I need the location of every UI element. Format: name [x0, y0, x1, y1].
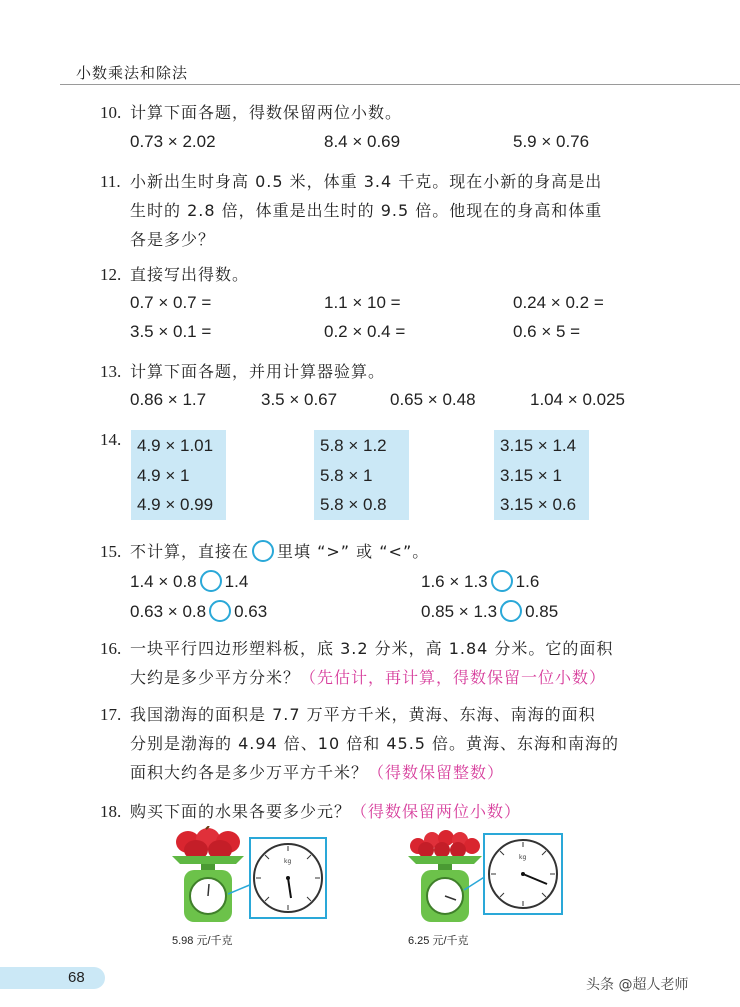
question-text: 大约是多少平方分米？ [130, 668, 301, 687]
question-14 [100, 425, 130, 454]
answer-circle[interactable] [209, 600, 231, 622]
question-text: 里填 “>” 或 “<”。 [277, 542, 430, 561]
dial-unit-label: kg [519, 854, 527, 861]
question-15 [100, 537, 429, 566]
expression: 5.9 × 0.76 [513, 132, 590, 151]
expression: 5.8 × 1 [320, 466, 373, 485]
expression: 1.04 × 0.025 [530, 390, 626, 409]
question-text: 小新出生时身高 0.5 米，体重 3.4 千克。现在小新的身高是出 [130, 172, 603, 191]
expression: 0.7 × 0.7 = [130, 293, 212, 312]
comparison [130, 600, 267, 622]
lychees-icon [410, 830, 480, 858]
expression: 3.5 × 0.1 = [130, 322, 212, 341]
expression: 3.15 × 1 [500, 466, 562, 485]
page-number-tab [0, 967, 105, 989]
expression: 3.5 × 0.67 [261, 390, 338, 409]
comparison [421, 600, 558, 622]
expression: 0.65 × 0.48 [390, 390, 476, 409]
question-text: 我国渤海的面积是 7.7 万平方千米，黄海、东海、南海的面积 [130, 705, 596, 724]
question-17 [100, 700, 619, 787]
expression: 4.9 × 1 [137, 466, 190, 485]
question-text: 直接写出得数。 [130, 265, 250, 284]
expression: 4.9 × 0.99 [137, 495, 214, 514]
answer-circle[interactable] [200, 570, 222, 592]
expression: 4.9 × 1.01 [137, 436, 214, 455]
lychee-scale-illustration [404, 826, 564, 926]
question-text: 分别是渤海的 4.94 倍、10 倍和 45.5 倍。黄海、东海和南海的 [130, 734, 620, 753]
question-text: 不计算，直接在 [130, 542, 250, 561]
question-number: 14. [100, 430, 122, 449]
expression: 1.1 × 10 = [324, 293, 401, 312]
chapter-title: 小数乘法和除法 [76, 64, 189, 82]
comparison-right: 0.85 [525, 602, 559, 621]
dial-unit-label: kg [284, 858, 292, 865]
question-number: 12. [100, 265, 122, 284]
question-12 [100, 260, 249, 289]
question-text: 购买下面的水果各要多少元？ [130, 802, 352, 821]
fruit-price: 5.98 元/千克 [172, 935, 233, 947]
scale-pan [408, 856, 482, 864]
question-number: 16. [100, 639, 122, 658]
question-13 [100, 357, 385, 386]
comparison-left: 1.6 × 1.3 [421, 572, 488, 591]
question-text: 生时的 2.8 倍，体重是出生时的 9.5 倍。他现在的身高和体重 [130, 201, 603, 220]
apples-icon [176, 826, 240, 860]
comparison-left: 0.63 × 0.8 [130, 602, 207, 621]
comparison-left: 1.4 × 0.8 [130, 572, 197, 591]
expression: 0.6 × 5 = [513, 322, 581, 341]
fruit-price: 6.25 元/千克 [408, 935, 469, 947]
question-text: 各是多少？ [130, 230, 216, 249]
hint-text: （得数保留整数） [368, 763, 505, 782]
question-18 [100, 797, 521, 826]
expression: 3.15 × 0.6 [500, 495, 577, 514]
answer-circle[interactable] [500, 600, 522, 622]
hint-text: （先估计，再计算，得数保留一位小数） [300, 668, 607, 687]
expression: 0.2 × 0.4 = [324, 322, 406, 341]
scale-pan [172, 856, 244, 864]
expression: 5.8 × 1.2 [320, 436, 387, 455]
question-10 [100, 98, 402, 127]
comparison [421, 570, 539, 592]
expression-group [494, 430, 589, 520]
answer-circle [252, 540, 274, 562]
page-number: 68 [68, 969, 85, 986]
comparison [130, 570, 248, 592]
comparison-right: 1.6 [515, 572, 540, 591]
comparison-right: 1.4 [224, 572, 249, 591]
question-number: 15. [100, 542, 122, 561]
comparison-right: 0.63 [234, 602, 268, 621]
question-text: 面积大约各是多少万平方千米？ [130, 763, 369, 782]
expression: 0.24 × 0.2 = [513, 293, 604, 312]
expression-group [131, 430, 226, 520]
expression: 0.73 × 2.02 [130, 132, 216, 151]
answer-circle[interactable] [491, 570, 513, 592]
apple-scale-illustration [168, 826, 328, 926]
question-number: 13. [100, 362, 122, 381]
question-number: 10. [100, 103, 122, 122]
question-number: 11. [100, 172, 121, 191]
question-number: 18. [100, 802, 122, 821]
question-11 [100, 167, 602, 254]
expression: 0.86 × 1.7 [130, 390, 207, 409]
hint-text: （得数保留两位小数） [351, 802, 522, 821]
comparison-left: 0.85 × 1.3 [421, 602, 498, 621]
question-text: 计算下面各题，并用计算器验算。 [130, 362, 386, 381]
question-text: 计算下面各题，得数保留两位小数。 [130, 103, 403, 122]
expression: 3.15 × 1.4 [500, 436, 577, 455]
expression-group [314, 430, 409, 520]
expression: 5.8 × 0.8 [320, 495, 387, 514]
question-number: 17. [100, 705, 122, 724]
expression: 8.4 × 0.69 [324, 132, 401, 151]
question-16 [100, 634, 613, 692]
question-text: 一块平行四边形塑料板，底 3.2 分米，高 1.84 分米。它的面积 [130, 639, 614, 658]
header-divider [60, 84, 740, 85]
watermark-text: 头条 @超人老师 [586, 977, 689, 993]
